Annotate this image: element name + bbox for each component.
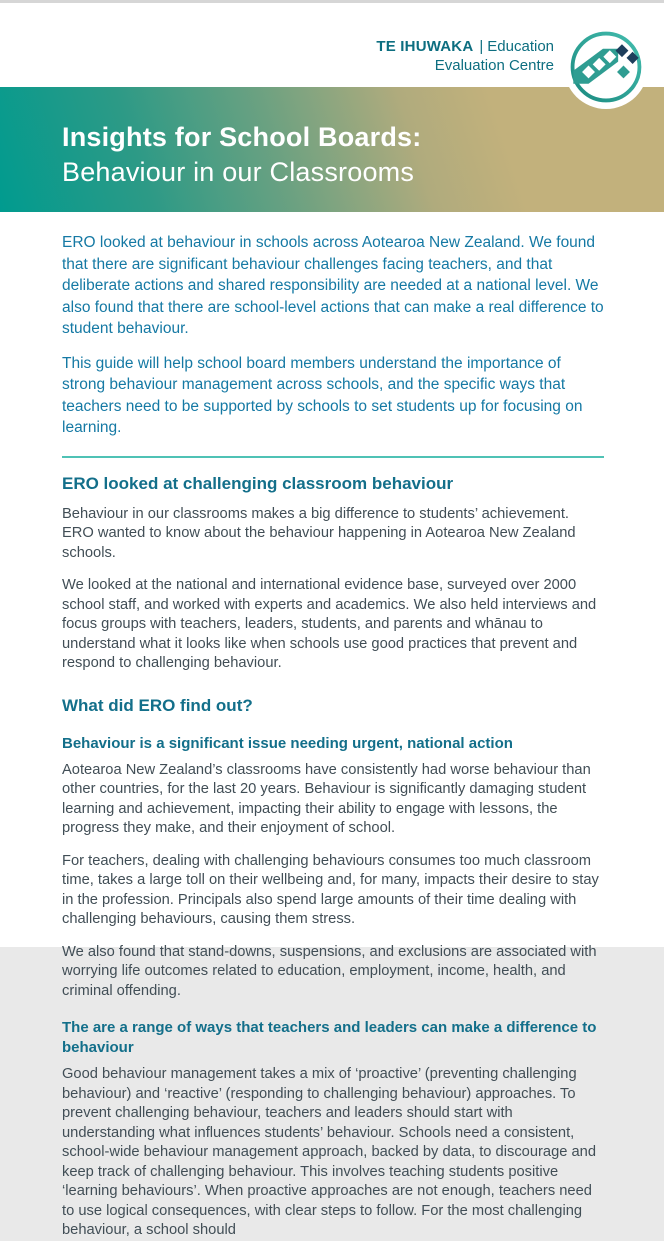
section-findings: [62, 695, 604, 1241]
logo-org-line1: Education: [487, 38, 554, 55]
logo-org-line2: Evaluation Centre: [434, 57, 554, 74]
report-title-bold: Insights for School Boards:: [62, 122, 422, 152]
title-banner: [0, 87, 664, 212]
findings-heading: What did ERO find out?: [62, 695, 253, 715]
section-divider: [62, 456, 604, 458]
finding1-paragraph-3: We also found that stand-downs, suspensions, and exclusions are associated with worrying life outcomes related to education, employment, income, health, and criminal offending.: [62, 943, 597, 999]
section-overview: [62, 473, 604, 674]
finding1-paragraph-2: For teachers, dealing with challenging behaviours consumes too much classroom time, takes a large toll on their wellbeing and, for many, impacts their desire to stay in the profession. Principals also spend large amounts of their time dealing with challenging behaviours, causing them stress.: [62, 852, 599, 927]
logo-separator: |: [479, 38, 484, 55]
finding2-heading: The are a range of ways that teachers and leaders can make a difference to behaviour: [62, 1019, 597, 1056]
finding1-heading: Behaviour is a significant issue needing urgent, national action: [62, 734, 513, 752]
logo-wordmark: [376, 37, 554, 75]
logo-name: TE IHUWAKA: [376, 38, 474, 55]
report-body: [0, 212, 664, 1241]
logo-wordmark-line1: [376, 37, 554, 56]
intro-summary: [62, 232, 604, 439]
intro-paragraph-2: This guide will help school board members understand the importance of strong behaviour management across schools, and the specific ways that teachers need to be supported by schools to set students up for focusing on learning.: [62, 354, 583, 436]
overview-paragraph-1: Behaviour in our classrooms makes a big difference to students’ achievement. ERO wanted to know about the behaviour happening in Aotearoa New Zealand schools.: [62, 505, 576, 561]
overview-heading: ERO looked at challenging classroom behaviour: [62, 473, 454, 493]
page-header: [0, 3, 664, 87]
report-subtitle: Behaviour in our Classrooms: [62, 157, 415, 187]
te-ihuwaka-emblem-icon: [564, 25, 648, 109]
overview-paragraph-2: We looked at the national and international evidence base, surveyed over 2000 school staff, and worked with experts and academics. We also held interviews and focus groups with teachers, leaders, students, and parents and whānau to understand what it looks like when schools use good practices that prevent and respond to challenging behaviour.: [62, 577, 597, 671]
finding2-paragraph-1: Good behaviour management takes a mix of ‘proactive’ (preventing challenging behaviour) and ‘reactive’ (responding to challenging behaviour) approaches. To prevent challenging behaviour, teachers and leaders should start with understanding what influences students’ behaviour. Schools need a consistent, school-wide behaviour management approach, backed by data, to discourage and keep track of challenging behaviour. This involves teaching students positive ‘learning behaviours’. When proactive approaches are not enough, teachers need to use logical consequences, with clear steps to follow. For the most challenging behaviour, a school should: [62, 1066, 596, 1238]
finding1-paragraph-1: Aotearoa New Zealand’s classrooms have consistently had worse behaviour than other countries, for the last 20 years. Behaviour is significantly damaging student learning and achievement, impacting their ability to engage with lessons, the progress they make, and their enjoyment of school.: [62, 761, 591, 836]
intro-paragraph-1: ERO looked at behaviour in schools across Aotearoa New Zealand. We found that there are significant behaviour challenges facing teachers, and that deliberate actions and shared responsibility are needed at a national level. We also found that there are school-level actions that can make a real difference to student behaviour.: [62, 234, 604, 337]
